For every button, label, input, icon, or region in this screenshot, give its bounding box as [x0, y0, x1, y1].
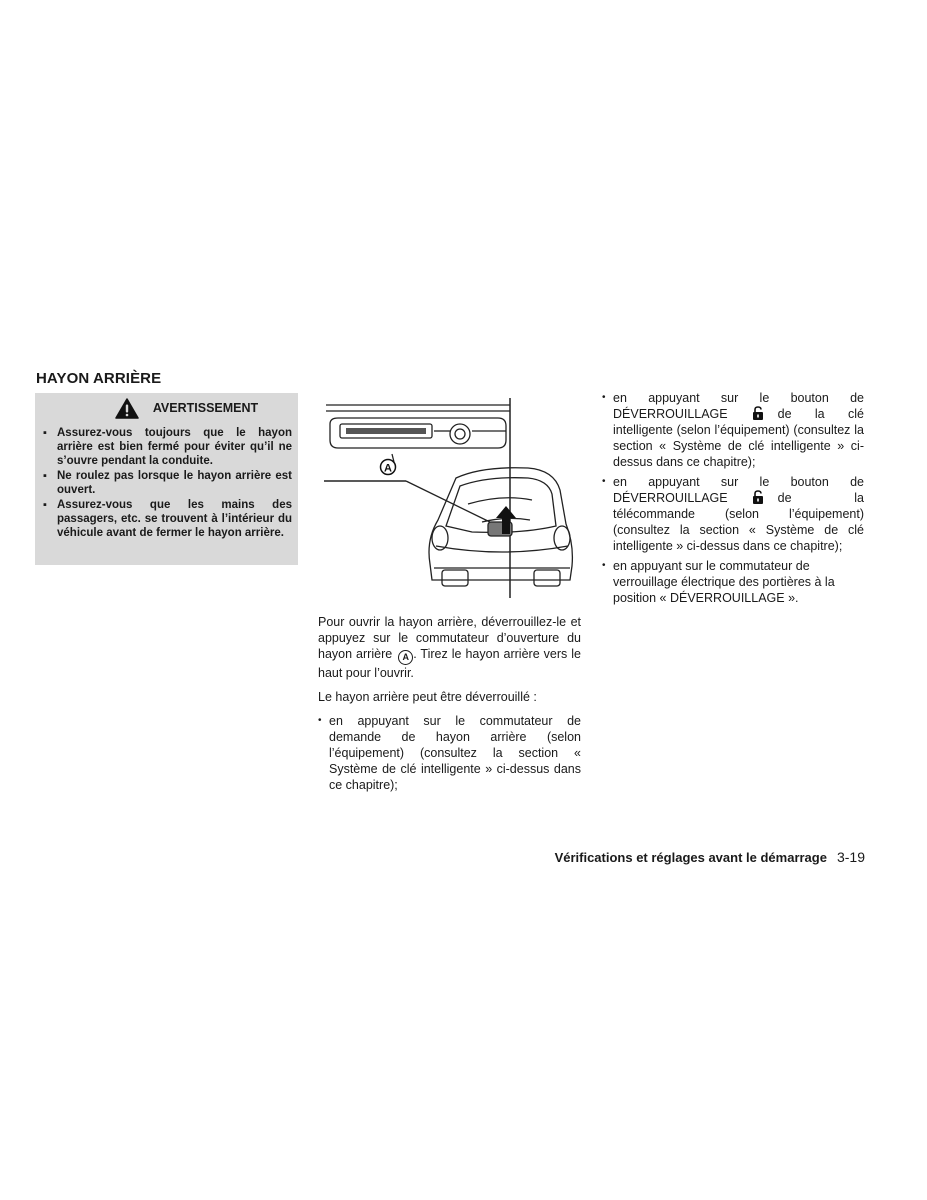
tailgate-drawing — [322, 394, 580, 598]
unlock-button-label: DÉVERROUILLAGE — [613, 407, 728, 421]
list-item: • en appuyant sur le commutateur de verrouillage électrique des portières à la position « DÉVERROUILLAGE ». — [602, 558, 864, 606]
unlock-intro: Le hayon arrière peut être déverrouillé : — [318, 690, 537, 704]
list-item — [602, 474, 864, 554]
warning-item: ▪ Ne roulez pas lorsque le hayon arrière est ouvert. — [43, 469, 292, 497]
page-number: 3-19 — [836, 849, 865, 865]
unlock-icon — [752, 406, 764, 420]
section-title: HAYON ARRIÈRE — [36, 370, 162, 387]
page-footer — [555, 849, 865, 865]
list-item — [602, 390, 864, 470]
list-item-text: de la télécommande (selon l’équipement) (consultez la section « Système de clé intelligente » ci-dessus dans ce chapitre); — [613, 491, 864, 553]
callout-label: A — [384, 462, 392, 475]
list-item-text: • en appuyant sur le bouton de — [613, 475, 864, 489]
callout-marker-inline: A — [398, 650, 413, 665]
warning-box — [35, 393, 298, 565]
open-instructions-text-end: . Tirez le hayon arrière vers le haut pour l’ouvrir. — [318, 647, 581, 680]
warning-list — [35, 423, 298, 540]
open-instructions — [318, 614, 581, 681]
warning-item: ▪ Assurez-vous toujours que le hayon arrière est bien fermé pour éviter qu’il ne s’ouvre pendant la conduite. — [43, 426, 292, 468]
tailgate-illustration — [322, 394, 580, 598]
unlock-button-label: DÉVERROUILLAGE — [613, 491, 728, 505]
warning-title: AVERTISSEMENT — [152, 401, 259, 415]
open-instructions-text: Pour ouvrir la hayon arrière, déverrouillez-le et appuyez sur le commutateur d’ouverture du hayon arrière — [318, 615, 581, 661]
unlock-methods-list — [318, 713, 581, 793]
instructions-column — [318, 614, 581, 797]
warning-triangle-icon — [115, 398, 139, 419]
warning-header — [35, 393, 298, 423]
chapter-title: Vérifications et réglages avant le démarrage — [554, 850, 827, 865]
unlock-icon — [752, 490, 764, 504]
list-item: • en appuyant sur le commutateur de demande de hayon arrière (selon l’équipement) (consultez la section « Système de clé intelligente » ci-dessus dans ce chapitre); — [318, 713, 581, 793]
warning-item: ▪ Assurez-vous que les mains des passagers, etc. se trouvent à l’intérieur du véhicule avant de fermer le hayon arrière. — [43, 498, 292, 540]
list-item-text: de la clé intelligente (selon l’équipement) (consultez la section « Système de clé intelligente » ci-dessus dans ce chapitre); — [613, 407, 864, 469]
list-item-text: • en appuyant sur le bouton de — [613, 391, 864, 405]
unlock-methods-list-continued — [602, 390, 864, 606]
car-rear — [429, 468, 572, 586]
unlock-methods-continued — [602, 390, 864, 610]
